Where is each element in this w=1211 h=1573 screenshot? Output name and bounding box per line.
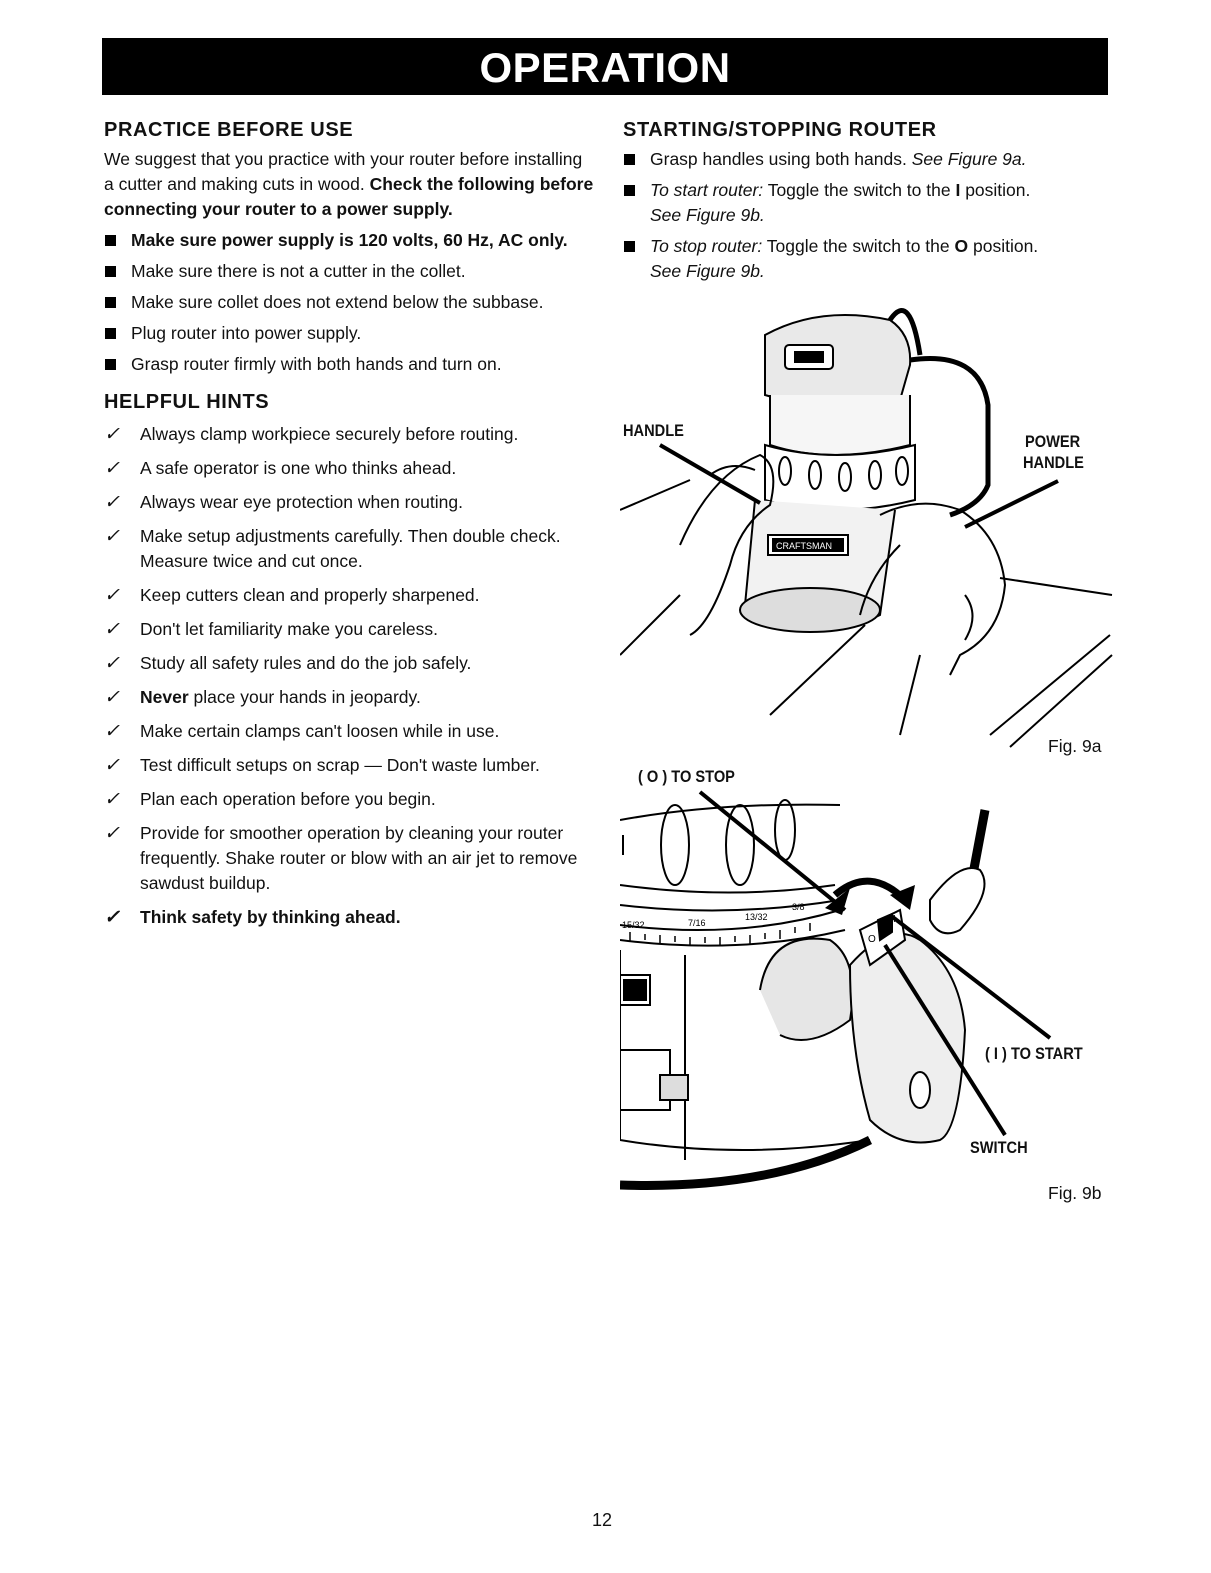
list-item xyxy=(623,234,1113,284)
handle-label: HANDLE xyxy=(623,421,684,440)
list-item-text: position. xyxy=(968,236,1039,256)
brand-plate-text: CRAFTSMAN xyxy=(776,541,832,551)
figure-9a-caption: Fig. 9a xyxy=(1048,736,1102,756)
list-item-text: Don't let familiarity make you careless. xyxy=(140,619,439,639)
figure-reference: See Figure 9b. xyxy=(650,205,765,225)
list-item-text: Toggle the switch to the xyxy=(762,236,955,256)
figure-9b-illustration xyxy=(620,790,1110,1210)
list-item xyxy=(104,290,594,315)
scale-mark-label: 13/32 xyxy=(745,912,768,922)
list-item-text: Grasp handles using both hands. xyxy=(650,149,912,169)
checkmark-icon: ✓ xyxy=(104,526,120,547)
list-item xyxy=(104,259,594,284)
list-item-text: Grasp router firmly with both hands and turn on. xyxy=(131,354,502,374)
to-stop-label: ( O ) TO STOP xyxy=(638,767,735,786)
scale-mark-label: 15/32 xyxy=(622,920,645,930)
list-item xyxy=(104,787,594,812)
list-item xyxy=(104,352,594,377)
hints-list xyxy=(104,422,594,930)
checkmark-icon: ✓ xyxy=(104,721,120,742)
list-item xyxy=(104,422,594,447)
scale-mark-label: 3/8 xyxy=(792,902,805,912)
list-item-text: Always clamp workpiece securely before routing. xyxy=(140,424,519,444)
list-item xyxy=(104,228,594,253)
list-item-text: Provide for smoother operation by cleaning your router frequently. Shake router or blow with an air jet to remove sawdust buildup. xyxy=(140,823,578,893)
figure-9b-caption: Fig. 9b xyxy=(1048,1183,1102,1203)
checkmark-icon: ✓ xyxy=(104,823,120,844)
list-item-bold: Never xyxy=(140,687,189,707)
right-column xyxy=(623,117,1113,284)
list-item-text: Plan each operation before you begin. xyxy=(140,789,436,809)
page-number: 12 xyxy=(592,1510,613,1530)
list-item-text: Think safety by thinking ahead. xyxy=(140,907,401,927)
checkmark-icon: ✓ xyxy=(104,585,120,606)
list-item xyxy=(104,905,594,930)
checkmark-icon: ✓ xyxy=(104,687,120,708)
figure-reference: See Figure 9b. xyxy=(650,261,765,281)
checkmark-icon: ✓ xyxy=(104,907,120,928)
list-item-text: Study all safety rules and do the job safely. xyxy=(140,653,472,673)
square-bullet-icon xyxy=(105,297,116,308)
list-item xyxy=(623,178,1113,228)
list-item-text: position. xyxy=(960,180,1031,200)
practice-bullet-list xyxy=(104,228,594,377)
power-handle-label-line1: POWER xyxy=(1025,432,1081,451)
list-item-text: Make setup adjustments carefully. Then double check. Measure twice and cut once. xyxy=(140,526,561,571)
switch-o-marking: O xyxy=(868,934,876,945)
list-item-lead: To stop router: xyxy=(650,236,763,256)
practice-heading: PRACTICE BEFORE USE xyxy=(104,119,354,141)
list-item-text: Make certain clamps can't loosen while in use. xyxy=(140,721,500,741)
list-item xyxy=(104,490,594,515)
list-item-text: A safe operator is one who thinks ahead. xyxy=(140,458,457,478)
starting-heading: STARTING/STOPPING ROUTER xyxy=(623,119,937,141)
switch-position: O xyxy=(954,236,969,256)
checkmark-icon: ✓ xyxy=(104,789,120,810)
checkmark-icon: ✓ xyxy=(104,755,120,776)
list-item-text: Always wear eye protection when routing. xyxy=(140,492,463,512)
list-item-text: Make sure collet does not extend below the subbase. xyxy=(131,292,544,312)
scale-mark-label: 7/16 xyxy=(688,918,706,928)
list-item xyxy=(104,617,594,642)
checkmark-icon: ✓ xyxy=(104,492,120,513)
list-item xyxy=(104,583,594,608)
list-item-text: Test difficult setups on scrap — Don't waste lumber. xyxy=(140,755,540,775)
practice-intro-bold: Check the following before connecting your router to a power supply. xyxy=(104,174,594,219)
square-bullet-icon xyxy=(624,185,635,196)
list-item xyxy=(104,753,594,778)
square-bullet-icon xyxy=(105,328,116,339)
list-item-lead: To start router: xyxy=(650,180,764,200)
hints-heading: HELPFUL HINTS xyxy=(104,391,270,413)
square-bullet-icon xyxy=(624,241,635,252)
list-item xyxy=(104,685,594,710)
figure-9a-illustration xyxy=(620,295,1115,765)
list-item xyxy=(104,821,594,896)
square-bullet-icon xyxy=(624,154,635,165)
checkmark-icon: ✓ xyxy=(104,458,120,479)
checkmark-icon: ✓ xyxy=(104,619,120,640)
switch-label: SWITCH xyxy=(970,1138,1028,1157)
section-banner: OPERATION xyxy=(102,38,1108,95)
list-item xyxy=(104,719,594,744)
switch-i-marking: I xyxy=(893,914,896,925)
checkmark-icon: ✓ xyxy=(104,424,120,445)
list-item-text: Make sure there is not a cutter in the collet. xyxy=(131,261,466,281)
list-item-text: Toggle the switch to the xyxy=(763,180,956,200)
to-start-label: ( I ) TO START xyxy=(985,1044,1083,1063)
switch-position: I xyxy=(955,180,961,200)
list-item xyxy=(104,456,594,481)
starting-bullet-list xyxy=(623,147,1113,284)
practice-intro-text: We suggest that you practice with your router before installing a cutter and making cuts in wood. xyxy=(104,149,583,194)
list-item xyxy=(104,651,594,676)
list-item-text: Make sure power supply is 120 volts, 60 Hz, AC only. xyxy=(131,230,568,250)
list-item-text: place your hands in jeopardy. xyxy=(188,687,421,707)
list-item xyxy=(104,524,594,574)
list-item-text: Plug router into power supply. xyxy=(131,323,362,343)
checkmark-icon: ✓ xyxy=(104,653,120,674)
practice-intro xyxy=(104,147,594,222)
square-bullet-icon xyxy=(105,359,116,370)
figure-reference: See Figure 9a. xyxy=(911,149,1027,169)
list-item xyxy=(623,147,1113,172)
list-item-text: Keep cutters clean and properly sharpened. xyxy=(140,585,480,605)
list-item xyxy=(104,321,594,346)
square-bullet-icon xyxy=(105,235,116,246)
power-handle-label-line2: HANDLE xyxy=(1023,453,1084,472)
square-bullet-icon xyxy=(105,266,116,277)
left-column xyxy=(104,117,594,930)
